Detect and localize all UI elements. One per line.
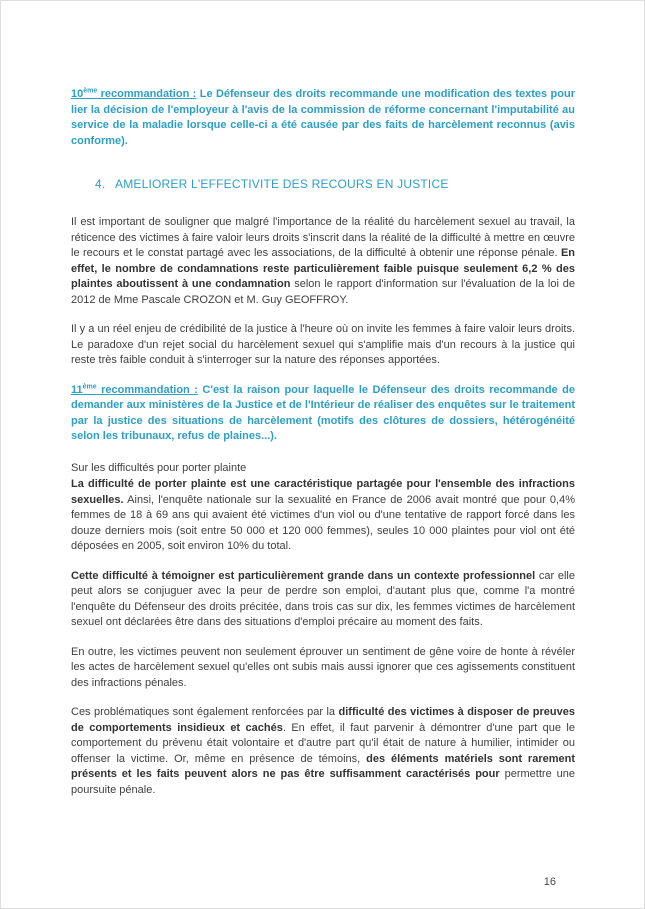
body-paragraph-5 <box>71 645 575 692</box>
page-number: 16 <box>543 876 556 888</box>
body-paragraph-6 <box>71 705 575 798</box>
section-heading-title: AMELIORER L'EFFECTIVITE DES RECOURS EN JUSTICE <box>115 177 449 191</box>
recommendation-11-ordinal-suffix: ème <box>82 382 97 390</box>
body-paragraph-4 <box>71 569 575 631</box>
paragraph-bold-text: difficulté des victimes à disposer de preuves de comportements insidieux et cachés <box>71 706 575 734</box>
page-content <box>71 87 575 812</box>
recommendation-10-label-text: recommandation : <box>97 88 197 100</box>
paragraph-bold-text: En effet, le nombre de condamnations reste particulièrement faible puisque seulement 6,2 % des plaintes aboutissent à une condamnation <box>71 247 575 290</box>
paragraph-text: Ainsi, l'enquête nationale sur la sexualité en France de 2006 avait montré que pour 0,4% femmes de 18 à 69 ans qui avaient été victimes d'un viol ou d'une tentative de rapport forcé dans les douze derniers mois (soit entre 50 000 et 120 000 femmes), seules 10 000 plaintes pour viol ont été déposées en 2005, soit environ 10% du total. <box>71 493 575 552</box>
body-paragraph-3 <box>71 477 575 555</box>
paragraph-bold-text: Cette difficulté à témoigner est particulièrement grande dans un contexte professionnel <box>71 569 536 582</box>
paragraph-text: selon le rapport d'information sur l'évaluation de la loi de 2012 de Mme Pascale CROZON et M. Guy GEOFFROY. <box>71 278 575 306</box>
recommendation-11-label <box>71 384 198 396</box>
subheading-text: Sur les difficultés pour porter plainte <box>71 461 247 474</box>
paragraph-bold-text: La difficulté de porter plainte est une caractéristique partagée pour l'ensemble des infractions sexuelles. <box>71 478 575 506</box>
paragraph-text: Il y a un réel enjeu de crédibilité de la justice à l'heure où on invite les femmes à faire valoir leurs droits. Le paradoxe d'un rejet social du harcèlement sexuel qui s'amplifie mais d'un recours à la justice qui reste très faible conduit à s'interroger sur la nature des réponses apportées. <box>71 323 575 366</box>
recommendation-11-label-text: recommandation : <box>96 383 198 396</box>
paragraph-text: car elle peut alors se conjuguer avec la peur de perdre son emploi, d'autant plus que, comme l'a montré l'enquête du Défenseur des droits précitée, dans trois cas sur dix, les femmes victimes de harcèlement sexuel ont déclarées être dans des situations d'emploi précaire au moment des faits. <box>71 569 575 628</box>
recommendation-11-number: 11 <box>71 383 83 396</box>
paragraph-text: Ces problématiques sont également renforcées par la <box>71 706 339 718</box>
recommendation-10-label <box>71 88 196 100</box>
paragraph-bold-text: des éléments matériels sont rarement présents et les faits peuvent alors ne pas être suffisamment caractérisés pour <box>71 752 575 780</box>
recommendation-11 <box>71 383 575 445</box>
recommendation-10-number: 10 <box>71 88 84 100</box>
recommendation-10 <box>71 87 575 149</box>
recommendation-10-ordinal-suffix: ème <box>83 87 98 95</box>
paragraph-text: permettre une poursuite pénale. <box>71 768 575 796</box>
body-paragraph-2 <box>71 322 575 369</box>
recommendation-11-body: C'est la raison pour laquelle le Défenseur des droits recommande de demander aux ministères de la Justice et de l'Intérieur de réaliser des enquêtes sur le traitement par la justice des situations de harcèlement (motifs des clôtures de dossiers, hétérogénéité selon les tribunaux, refus de plaines...). <box>71 383 575 442</box>
paragraph-text: En outre, les victimes peuvent non seulement éprouver un sentiment de gêne voire de honte à révéler les actes de harcèlement sexuel qu'elles ont subis mais aussi ignorer que ces agissements constituent des infractions pénales. <box>71 645 575 689</box>
body-paragraph-1 <box>71 215 575 308</box>
paragraph-text: Il est important de souligner que malgré l'importance de la réalité du harcèlement sexuel au travail, la réticence des victimes à faire valoir leurs droits s'inscrit dans la réalité de la difficulté à mettre en œuvre le recours et le constat partagé avec les associations, de la difficulté à obtenir une réponse pénale. <box>71 216 575 259</box>
recommendation-10-body: Le Défenseur des droits recommande une modification des textes pour lier la décision de l'employeur à l'avis de la commission de réforme concernant l'imputabilité au service de la maladie lorsque celle-ci a été causée par des faits de harcèlement reconnus (avis conforme). <box>71 88 576 147</box>
section-heading-4 <box>95 177 575 191</box>
section-heading-number: 4. <box>95 177 106 191</box>
paragraph-text: . En effet, il faut parvenir à démontrer d'une part que le comportement du prévenu était volontaire et d'autre part qu'il était de nature à humilier, intimider ou offenser la victime. Or, même en présence de témoins, <box>71 721 575 765</box>
subheading-difficulties <box>71 461 575 477</box>
